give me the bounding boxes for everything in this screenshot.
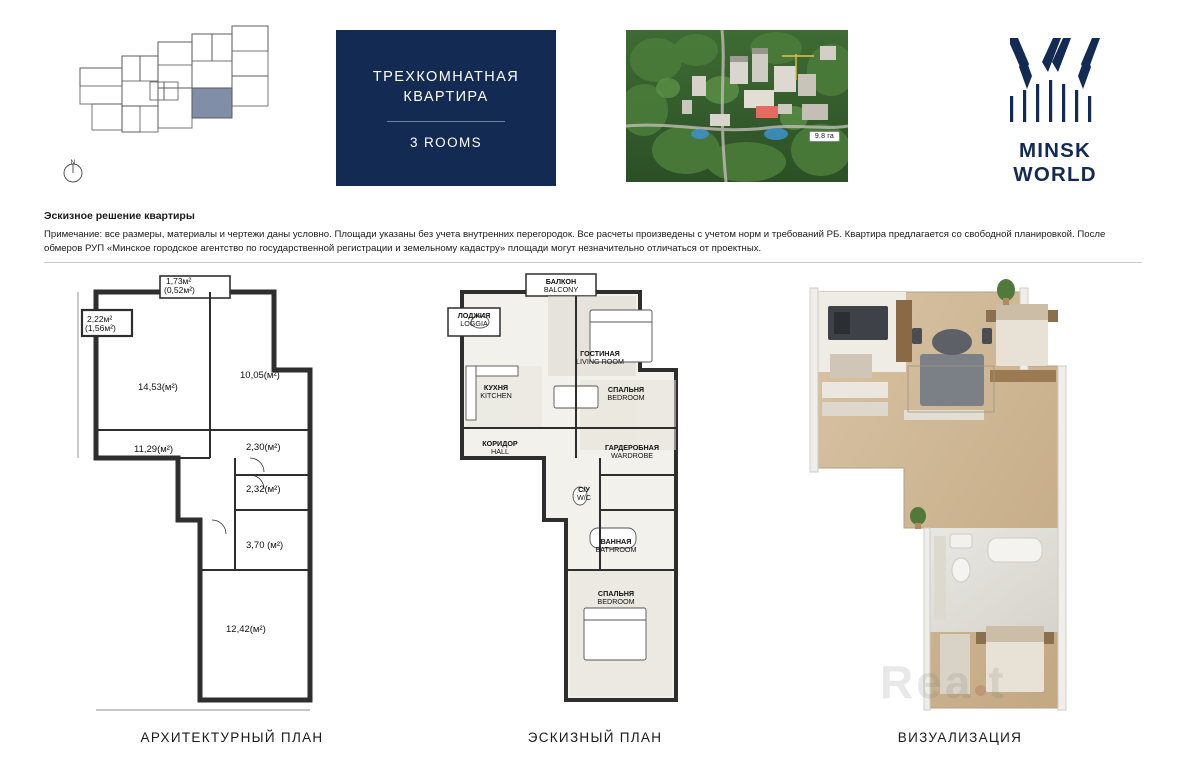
title-divider — [387, 121, 505, 122]
room-kitchen-ru: КУХНЯ — [483, 383, 509, 392]
room-bedroom2-en: BEDROOM — [597, 597, 635, 606]
area-bedroom: 12,42(м²) — [226, 624, 266, 635]
caption-sketch: ЭСКИЗНЫЙ ПЛАН — [527, 730, 663, 745]
area-bathroom: 3,70 (м²) — [246, 540, 284, 551]
svg-text:N: N — [70, 159, 76, 166]
title-rooms-en: 3 ROOMS — [409, 134, 483, 150]
title-line-1: ТРЕХКОМНАТНАЯ — [372, 68, 520, 85]
area-loggia: 2,22м² — [87, 314, 113, 324]
disclaimer-text: Примечание: все размеры, материалы и чертежи даны условно. Площади указаны без учета внутренних перегородок. Все расчеты произведены с учетом норм и требований РБ. Квартира предлагается со свободной планировкой. После обмеров РУП «Минское городское агентство по государственной регистрации и земельному кадастру» площади могут незначительно отличаться от проектных. — [44, 229, 1106, 254]
caption-architectural: АРХИТЕКТУРНЫЙ ПЛАН — [140, 730, 324, 745]
svg-text:(0,52м²): (0,52м²) — [164, 285, 195, 295]
caption-visualization: ВИЗУАЛИЗАЦИЯ — [897, 730, 1023, 745]
title-line-2: КВАРТИРА — [403, 88, 489, 105]
area-wardrobe: 2,30(м²) — [246, 442, 281, 453]
horizontal-divider — [44, 262, 1142, 263]
disclaimer-title: Эскизное решение квартиры — [44, 210, 195, 222]
sketch-plan — [440, 270, 740, 720]
room-kitchen-en: KITCHEN — [480, 391, 512, 400]
room-hall-en: HALL — [491, 447, 509, 456]
aerial-area-badge: 9.8 га — [809, 131, 840, 142]
apartment-title-block — [336, 30, 556, 186]
area-hall: 11,29(м²) — [134, 444, 174, 455]
room-hall-ru: КОРИДОР — [482, 439, 518, 448]
watermark-dot-icon — [975, 685, 986, 696]
room-living-ru: ГОСТИНАЯ — [580, 349, 620, 358]
room-bedroom1-ru: СПАЛЬНЯ — [607, 385, 645, 394]
room-bedroom2-ru: СПАЛЬНЯ — [597, 589, 635, 598]
watermark — [880, 655, 1007, 709]
logo-brand-text: MINSK WORLD — [1013, 139, 1097, 186]
area-wc: 2,32(м²) — [246, 484, 281, 495]
logo-mark-icon — [975, 34, 1135, 131]
room-wc-en: W/C — [577, 493, 591, 502]
compass-icon — [60, 158, 86, 184]
aerial-photo — [626, 30, 848, 182]
architectural-plan — [60, 270, 390, 720]
room-wc-ru: С/У — [578, 485, 590, 494]
room-bathroom-en: BATHROOM — [595, 545, 637, 554]
area-living: 10,05(м²) — [240, 370, 280, 381]
area-kitchen: 14,53(м²) — [138, 382, 178, 393]
visualization-render — [800, 270, 1130, 720]
svg-text:(1,56м²): (1,56м²) — [85, 323, 116, 333]
disclaimer — [44, 210, 1144, 255]
room-bathroom-ru: ВАННАЯ — [600, 537, 632, 546]
header — [0, 0, 1183, 200]
room-wardrobe-en: WARDROBE — [610, 451, 654, 460]
building-key-plan — [62, 22, 282, 152]
logo — [975, 30, 1135, 186]
room-bedroom1-en: BEDROOM — [607, 393, 645, 402]
room-balcony-ru: БАЛКОН — [545, 277, 577, 286]
room-balcony-en: BALCONY — [543, 285, 579, 294]
area-balcony: 1,73м² — [166, 276, 192, 286]
room-wardrobe-ru: ГАРДЕРОБНАЯ — [604, 443, 660, 452]
watermark-right: t — [988, 656, 1007, 708]
watermark-left: Rea — [880, 656, 974, 708]
room-living-en: LIVING ROOM — [576, 357, 624, 366]
room-loggia-ru: ЛОДЖИЯ — [457, 311, 491, 320]
room-loggia-en: LOGGIA — [460, 319, 488, 328]
